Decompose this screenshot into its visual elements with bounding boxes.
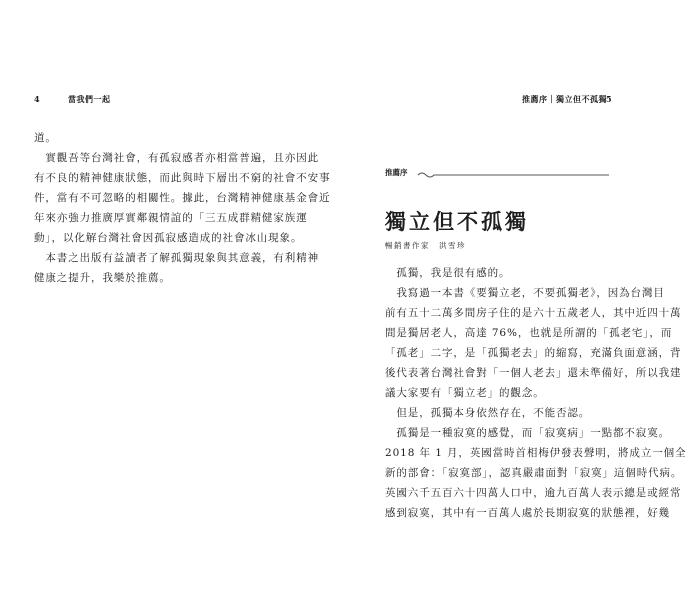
text-line: 新的部會：「寂寞部」，認真嚴肅面對「寂寞」這個時代病。 [385,467,683,479]
decorative-wave-line [418,170,610,180]
text-line: 本書之出版有益讀者了解孤獨現象與其意義，有利精神 [34,252,319,264]
text-line: 間是獨居老人，高達 76%，也就是所謂的「孤老宅」，而 [385,327,673,339]
text-line: 2018 年 1 月，英國當時首相梅伊發表聲明，將成立一個全 [385,447,686,459]
text-line: 孤獨，我是很有感的。 [385,267,511,279]
text-line: 感到寂寞，其中有一百萬人處於長期寂寞的狀態裡，好幾 [385,507,670,519]
right-running-head: 推薦序｜獨立但不孤獨 [522,94,607,104]
left-page-number: 4 [34,94,41,104]
text-line: 實觀吾等台灣社會，有孤寂感者亦相當普遍，且亦因此 [34,152,319,164]
text-line: 前有五十二萬多間房子住的是六十五歲老人，其中近四十萬 [385,307,682,319]
left-running-head: 當我們一起 [68,94,111,104]
text-line: 道。 [34,132,57,144]
text-line: 健康之提升，我樂於推薦。 [34,272,171,284]
text-line: 但是，孤獨本身依然存在，不能否認。 [385,407,591,419]
author-byline: 暢銷書作家 洪雪珍 [385,241,466,250]
text-line: 「孤老」二字，是「孤獨老去」的縮寫，充滿負面意涵，背 [385,347,682,359]
right-page-number: 5 [606,94,613,104]
text-line: 有不良的精神健康狀態，而此與時下層出不窮的社會不安事 [34,172,331,184]
text-line: 議大家要有「獨立老」的觀念。 [385,387,545,399]
left-page [0,0,327,609]
left-body-text [34,128,330,288]
chapter-title: 獨立但不孤獨 [385,209,529,234]
text-line: 後代表著台灣社會對「一個人老去」還未準備好，所以我建 [385,367,682,379]
section-tag: 推薦序 [385,168,408,177]
text-line: 孤獨是一種寂寞的感覺，而「寂寞病」一點都不寂寞。 [385,427,670,439]
text-line: 件，當有不可忽略的相關性。據此，台灣精神健康基金會近 [34,192,331,204]
text-line: 年來亦強力推廣厚實鄰親情誼的「三五成群精健家族運 [34,212,308,224]
text-line: 動」，以化解台灣社會因孤寂感造成的社會冰山現象。 [34,232,303,244]
text-line: 英國六千五百六十四萬人口中，逾九百萬人表示總是或經常 [385,487,682,499]
text-line: 我寫過一本書《要獨立老，不要孤獨老》，因為台灣目 [385,287,665,299]
right-body-text [385,263,686,523]
